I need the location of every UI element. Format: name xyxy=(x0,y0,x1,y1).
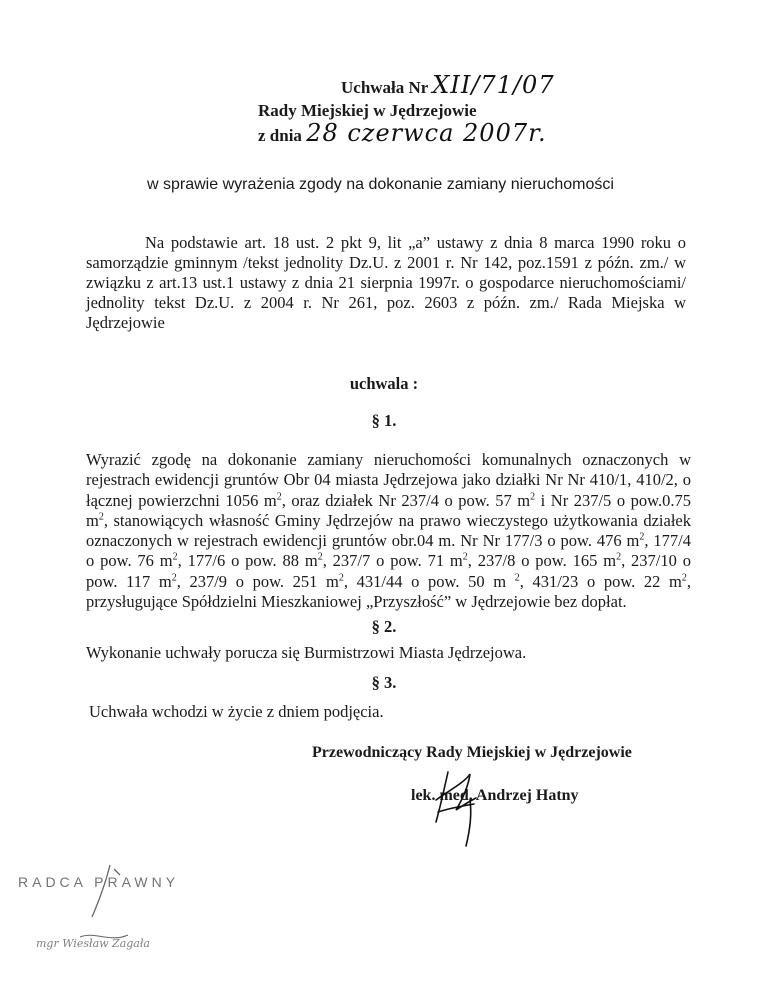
signatory-name: lek. med. Andrzej Hatny xyxy=(411,787,579,804)
section-3-text: Uchwała wchodzi w życie z dniem podjęcia. xyxy=(89,702,384,721)
section-2-symbol: § 2. xyxy=(371,617,397,636)
council-name: Rady Miejskiej w Jędrzejowie xyxy=(258,101,477,120)
section-2-text: Wykonanie uchwały porucza się Burmistrzowi Miasta Jędrzejowa. xyxy=(86,643,527,662)
legal-basis-paragraph xyxy=(86,233,686,333)
legal-counsel-stamp xyxy=(10,855,270,965)
legal-basis-text: Na podstawie art. 18 ust. 2 pkt 9, lit „a” ustawy z dnia 8 marca 1990 roku o samorządzie gminnym /tekst jednolity Dz.U. z 2001 r. Nr 142, poz.1591 z późn. zm./ w związku z art.13 ust.1 ustawy z dnia 21 sierpnia 1997r. o gospodarce nieruchomościami/ jednolity tekst Dz.U. z 2004 r. Nr 261, poz. 2603 z późn. zm./ Rada Miejska w Jędrzejowie xyxy=(86,233,686,332)
resolution-date-handwritten: 28 czerwca 2007r. xyxy=(306,119,547,147)
resolution-title: Uchwała Nr XII/71/07 xyxy=(341,71,555,99)
section-3-symbol: § 3. xyxy=(371,673,397,692)
handwritten-signature xyxy=(410,760,500,850)
resolution-subject: w sprawie wyrażenia zgody na dokonanie zamiany nieruchomości xyxy=(147,176,614,193)
svg-text:mgr Wiesław Zagała: mgr Wiesław Zagała xyxy=(36,937,150,950)
svg-text:RADCA PRAWNY: RADCA PRAWNY xyxy=(18,874,180,890)
section-1-text: Wyrazić zgodę na dokonanie zamiany nieruchomości komunalnych oznaczonych w rejestrach ewidencji gruntów Obr 04 miasta Jędrzejowa jako działki Nr Nr 410/1, 410/2, o łącznej powierzchni 1056 $m^2$, oraz działek Nr 237/4 o pow. 57 $m^2$ i Nr 237/5 o pow.0.75 $m^2$, stanowiących własność Gminy Jędrzejów na prawo wieczystego użytkowania działek oznaczonych w rejestrach ewidencji gruntów obr.04 m. Nr Nr 177/3 o pow. 476 $m^2$, 177/4 o pow. 76 $m^2$, 177/6 o pow. 88 $m^2$, 237/7 o pow. 71 $m^2$, 237/8 o pow. 165 $m^2$, 237/10 o pow. 117 $m^2$, 237/9 o pow. 251 $m^2$, 431/44 o pow. 50 m $^2$, 431/23 o pow. 22 $m^2$, przysługujące Spółdzielni Mieszkaniowej „Przyszłość” w Jędrzejowie bez dopłat. xyxy=(86,450,692,612)
signatory-title: Przewodniczący Rady Miejskiej w Jędrzejowie xyxy=(312,744,632,761)
section-1-symbol: § 1. xyxy=(371,411,397,430)
resolution-number-handwritten: XII/71/07 xyxy=(432,71,555,99)
resolution-header xyxy=(258,71,555,147)
resolution-date: z dnia 28 czerwca 2007r. xyxy=(258,119,547,147)
resolves-heading: uchwala : xyxy=(349,374,419,393)
